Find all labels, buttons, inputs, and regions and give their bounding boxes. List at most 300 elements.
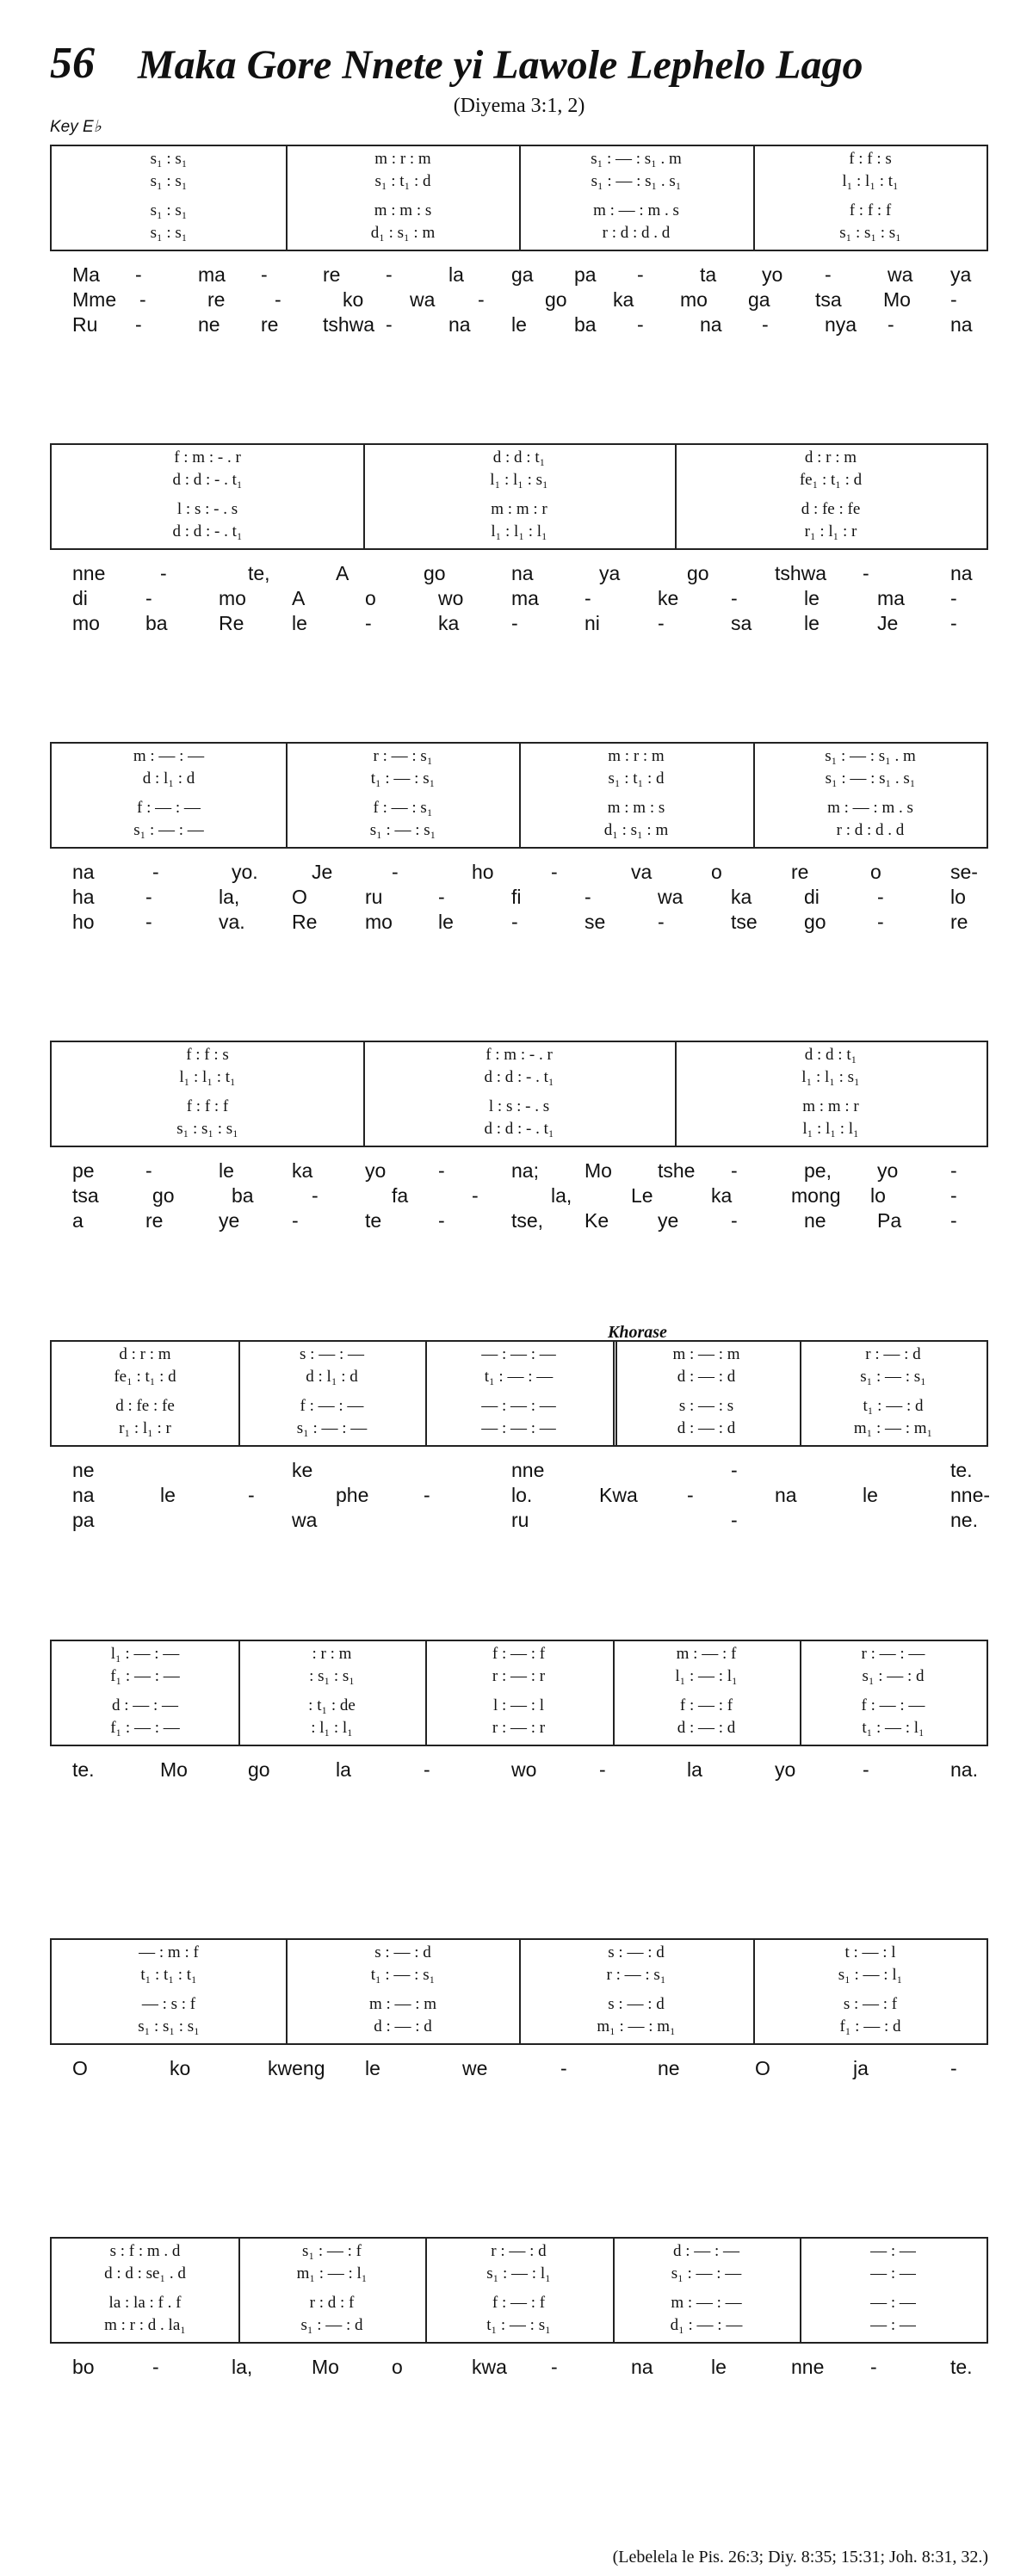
lyric-syllable: le xyxy=(804,587,820,609)
voice-notes: m₁ : — : l₁ xyxy=(296,2264,368,2283)
voice-notes: d : — : — xyxy=(111,1696,179,1714)
lyric-syllable: - xyxy=(551,2356,558,2378)
lyric-syllable: ho xyxy=(472,861,494,883)
voice-notes: — : m : f xyxy=(139,1943,199,1961)
lyric-syllable: pa xyxy=(72,1509,95,1531)
lyric-syllable: - xyxy=(731,1159,738,1182)
lyric-syllable: yo xyxy=(775,1758,796,1781)
lyric-syllable: ru xyxy=(511,1509,529,1531)
lyric-syllable: - xyxy=(145,911,152,933)
voice-row xyxy=(52,2294,987,2316)
lyric-syllable: - xyxy=(160,562,167,584)
lyric-syllable: o xyxy=(365,587,376,609)
voice-notes: d : l₁ : d xyxy=(142,769,195,788)
voice-notes: d : fe : fe xyxy=(115,1397,175,1415)
voice-notes: d : — : d xyxy=(374,2017,432,2035)
voice-notes: l₁ : l₁ : l₁ xyxy=(491,522,547,541)
lyrics-block xyxy=(50,562,988,637)
lyric-syllable: Le xyxy=(631,1184,653,1207)
lyric-line xyxy=(50,861,988,886)
lyric-syllable: nya xyxy=(825,313,857,336)
lyric-syllable: ma xyxy=(511,587,539,609)
voice-row xyxy=(52,1068,987,1090)
voice-notes: d : fe : fe xyxy=(801,500,861,518)
barline xyxy=(238,2239,240,2342)
lyric-syllable: ka xyxy=(438,612,460,634)
voice-notes: la : la : f . f xyxy=(108,2294,182,2312)
voice-notes: f : — : f xyxy=(492,1645,546,1663)
voice-notes: t : — : l xyxy=(844,1943,896,1961)
lyric-syllable: - xyxy=(731,1509,738,1531)
lyrics-block xyxy=(50,1159,988,1234)
voice-notes: l₁ : — : — xyxy=(110,1645,180,1663)
voice-row xyxy=(52,1419,987,1442)
lyric-syllable: yo xyxy=(877,1159,899,1182)
hymn-number: 56 xyxy=(50,39,95,88)
lyric-syllable: tsa xyxy=(72,1184,99,1207)
voice-notes: d : d : - . t₁ xyxy=(172,522,243,541)
lyric-syllable: go xyxy=(804,911,826,933)
lyric-syllable: - xyxy=(135,313,142,336)
voice-notes: m : — : f xyxy=(676,1645,737,1663)
voice-notes: t₁ : t₁ : t₁ xyxy=(140,1966,197,1984)
lyric-line xyxy=(50,2356,988,2381)
lyric-syllable: - xyxy=(585,886,591,908)
voice-notes: m : m : s xyxy=(374,201,432,219)
voice-notes: — : — xyxy=(870,2316,916,2334)
lyric-syllable: - xyxy=(863,562,869,584)
lyric-syllable: te, xyxy=(248,562,270,584)
voice-row xyxy=(52,2242,987,2264)
voice-row xyxy=(52,1097,987,1120)
voice-notes: d : — : — xyxy=(672,2242,740,2260)
lyric-syllable: na xyxy=(72,861,95,883)
lyric-syllable: nne xyxy=(511,1459,545,1481)
voice-notes: s₁ : — : — xyxy=(133,821,204,839)
lyric-syllable: pe, xyxy=(804,1159,832,1182)
barline xyxy=(363,445,365,548)
lyric-syllable: mo xyxy=(680,288,708,311)
voice-notes: l₁ : — : l₁ xyxy=(675,1667,738,1685)
voice-row xyxy=(52,1120,987,1142)
lyric-syllable: O xyxy=(292,886,307,908)
lyric-syllable: - xyxy=(292,1209,299,1232)
lyric-syllable: tshwa xyxy=(775,562,827,584)
lyric-syllable: lo xyxy=(950,886,966,908)
lyric-syllable: kweng xyxy=(268,2057,325,2079)
lyric-syllable: le xyxy=(160,1484,176,1506)
lyric-syllable: - xyxy=(687,1484,694,1506)
voice-notes: m : — : m . s xyxy=(827,799,913,817)
lyric-syllable: - xyxy=(599,1758,606,1781)
lyric-syllable: tsa xyxy=(815,288,842,311)
voice-row xyxy=(52,2264,987,2287)
voice-notes: fe₁ : t₁ : d xyxy=(799,471,863,489)
voice-notes: — : s : f xyxy=(141,1995,196,2013)
voice-notes: f : — : — xyxy=(137,799,201,817)
voice-notes: r₁ : l₁ : r xyxy=(119,1419,171,1437)
voice-notes: s₁ : s₁ xyxy=(150,201,188,219)
lyric-syllable: - xyxy=(888,313,894,336)
lyric-syllable: - xyxy=(139,288,146,311)
voice-notes: f : f : s xyxy=(186,1046,229,1064)
voice-notes: d : d : - . t₁ xyxy=(484,1120,554,1138)
lyric-syllable: Re xyxy=(219,612,244,634)
lyric-syllable: ko xyxy=(170,2057,191,2079)
lyric-syllable: ba xyxy=(145,612,168,634)
voice-notes: r : — : s₁ xyxy=(373,747,433,765)
voice-notes: f : f : s xyxy=(849,150,892,168)
voice-notes: f : — : — xyxy=(861,1696,925,1714)
barline xyxy=(753,744,755,847)
lyric-syllable: te. xyxy=(72,1758,95,1781)
lyric-syllable: - xyxy=(870,2356,877,2378)
lyric-syllable: - xyxy=(261,263,268,286)
barline xyxy=(800,1641,801,1745)
lyric-syllable: va xyxy=(631,861,653,883)
lyric-syllable: - xyxy=(658,612,665,634)
lyric-syllable: Ma xyxy=(72,263,100,286)
lyric-syllable: re xyxy=(207,288,226,311)
lyric-syllable: wo xyxy=(438,587,464,609)
voice-row xyxy=(52,2316,987,2338)
voice-notes: t₁ : — : d xyxy=(863,1397,924,1415)
staff-system xyxy=(50,443,988,550)
voice-notes: s₁ : — : l₁ xyxy=(838,1966,903,1984)
voice-notes: d : r : m xyxy=(804,448,857,466)
voice-notes: d : d : - . t₁ xyxy=(484,1068,554,1086)
lyric-syllable: - xyxy=(950,587,957,609)
lyric-syllable: le xyxy=(292,612,307,634)
barline xyxy=(519,744,521,847)
voice-notes: m : — : m . s xyxy=(593,201,679,219)
voice-notes: f : f : f xyxy=(186,1097,229,1115)
lyric-syllable: la, xyxy=(219,886,240,908)
lyric-syllable: tshwa xyxy=(323,313,375,336)
lyric-syllable: se- xyxy=(950,861,978,883)
lyric-syllable: le xyxy=(219,1159,234,1182)
lyric-syllable: ne xyxy=(658,2057,680,2079)
voice-notes: f : — : — xyxy=(300,1397,364,1415)
voice-notes: d : — : d xyxy=(677,1419,736,1437)
lyric-syllable: - xyxy=(275,288,281,311)
lyric-syllable: ma xyxy=(877,587,905,609)
lyric-syllable: wa xyxy=(658,886,684,908)
lyric-syllable: - xyxy=(145,1159,152,1182)
lyric-syllable: - xyxy=(877,886,884,908)
voice-notes: m : r : d . la₁ xyxy=(104,2316,186,2334)
lyric-syllable: ye xyxy=(219,1209,240,1232)
lyric-syllable: na xyxy=(448,313,471,336)
lyric-syllable: - xyxy=(145,886,152,908)
lyric-syllable: na xyxy=(631,2356,653,2378)
lyric-syllable: ni xyxy=(585,612,600,634)
lyric-syllable: na xyxy=(775,1484,797,1506)
lyric-syllable: - xyxy=(950,612,957,634)
lyric-syllable: - xyxy=(950,1159,957,1182)
lyric-syllable: ke xyxy=(658,587,679,609)
barline xyxy=(675,445,677,548)
voice-row xyxy=(52,522,987,545)
staff-system xyxy=(50,1640,988,1746)
voice-notes: : t₁ : de xyxy=(308,1696,356,1714)
lyric-syllable: Mo xyxy=(585,1159,612,1182)
voice-notes: m : m : s xyxy=(607,799,665,817)
lyric-syllable: na xyxy=(700,313,722,336)
lyric-syllable: lo xyxy=(870,1184,886,1207)
voice-row xyxy=(52,1667,987,1690)
voice-row xyxy=(52,1046,987,1068)
voice-notes: r : — : — xyxy=(861,1645,925,1663)
lyric-syllable: go xyxy=(687,562,709,584)
lyric-syllable: - xyxy=(877,911,884,933)
voice-notes: — : — xyxy=(870,2264,916,2283)
voice-notes: s : — : s xyxy=(678,1397,734,1415)
lyric-syllable: wa xyxy=(410,288,436,311)
lyric-syllable: Pa xyxy=(877,1209,902,1232)
barline xyxy=(753,1940,755,2043)
lyric-syllable: - xyxy=(551,861,558,883)
lyric-syllable: - xyxy=(825,263,832,286)
lyric-syllable: nne xyxy=(791,2356,825,2378)
barline xyxy=(238,1641,240,1745)
lyric-syllable: A xyxy=(336,562,349,584)
lyric-syllable: ka xyxy=(292,1159,313,1182)
voice-notes: — : — xyxy=(870,2294,916,2312)
lyric-syllable: we xyxy=(462,2057,488,2079)
lyric-syllable: na xyxy=(950,562,973,584)
voice-notes: m : — : m xyxy=(672,1345,740,1363)
staff-system xyxy=(50,1340,988,1447)
voice-notes: m₁ : — : m₁ xyxy=(597,2017,676,2035)
lyric-syllable: wa xyxy=(888,263,913,286)
voice-notes: r : d : d . d xyxy=(836,821,905,839)
lyric-syllable: - xyxy=(386,313,393,336)
lyric-line xyxy=(50,1209,988,1234)
lyric-syllable: se xyxy=(585,911,606,933)
lyric-syllable: le xyxy=(711,2356,727,2378)
lyric-syllable: mo xyxy=(219,587,246,609)
voice-notes: t₁ : — : s₁ xyxy=(486,2316,551,2334)
voice-notes: l₁ : l₁ : s₁ xyxy=(490,471,548,489)
lyric-line xyxy=(50,1159,988,1184)
lyric-syllable: - xyxy=(585,587,591,609)
lyric-syllable: pe xyxy=(72,1159,95,1182)
chorus-label: Khorase xyxy=(608,1323,667,1342)
lyric-syllable: Ke xyxy=(585,1209,609,1232)
lyric-syllable: lo. xyxy=(511,1484,533,1506)
voice-notes: d : — : d xyxy=(677,1719,736,1737)
lyric-line xyxy=(50,612,988,637)
lyric-syllable: tse, xyxy=(511,1209,544,1232)
voice-notes: s : — : — xyxy=(300,1345,364,1363)
staff-system xyxy=(50,742,988,849)
lyric-syllable: sa xyxy=(731,612,752,634)
voice-notes: m : — : — xyxy=(133,747,205,765)
voice-notes: s₁ : — : d xyxy=(300,2316,363,2334)
lyric-syllable: la xyxy=(687,1758,702,1781)
voice-notes: f : f : f xyxy=(849,201,892,219)
lyric-syllable: re xyxy=(261,313,279,336)
voice-notes: — : — : — xyxy=(481,1345,556,1363)
lyric-syllable: ka xyxy=(711,1184,733,1207)
voice-notes: s₁ : s₁ xyxy=(150,150,188,168)
barline xyxy=(425,1342,427,1445)
lyric-syllable: go xyxy=(545,288,567,311)
voice-notes: s₁ : — : s₁ . s₁ xyxy=(825,769,916,788)
lyric-syllable: - xyxy=(152,861,159,883)
lyric-syllable: yo. xyxy=(232,861,258,883)
lyric-line xyxy=(50,1459,988,1484)
lyric-syllable: - xyxy=(637,313,644,336)
barline xyxy=(519,146,521,250)
lyric-syllable: ya xyxy=(950,263,972,286)
lyric-syllable: - xyxy=(950,1184,957,1207)
voice-notes: m : m : r xyxy=(491,500,547,518)
lyric-line xyxy=(50,587,988,612)
lyric-syllable: ru xyxy=(365,886,383,908)
voice-notes: fe₁ : t₁ : d xyxy=(114,1368,176,1386)
voice-notes: r : — : r xyxy=(492,1667,546,1685)
lyric-syllable: ga xyxy=(511,263,534,286)
lyric-syllable: tse xyxy=(731,911,758,933)
voice-notes: : s₁ : s₁ xyxy=(309,1667,355,1685)
lyric-syllable: ja xyxy=(853,2057,869,2079)
voice-notes: s₁ : — : d xyxy=(862,1667,925,1685)
lyric-syllable: te. xyxy=(950,2356,973,2378)
barline xyxy=(425,2239,427,2342)
lyric-syllable: ya xyxy=(599,562,621,584)
hymn-header xyxy=(50,38,997,124)
lyric-syllable: - xyxy=(365,612,372,634)
voice-row xyxy=(52,1696,987,1719)
lyric-syllable: Ru xyxy=(72,313,98,336)
hymn-title: Maka Gore Nnete yi Lawole Lephelo Lago xyxy=(138,42,863,88)
lyric-syllable: la xyxy=(448,263,464,286)
lyric-syllable: Mme xyxy=(72,288,117,311)
lyric-syllable: - xyxy=(135,263,142,286)
lyric-syllable: - xyxy=(145,587,152,609)
voice-notes: s : — : d xyxy=(374,1943,431,1961)
lyric-syllable: - xyxy=(438,886,445,908)
voice-notes: s₁ : — : l₁ xyxy=(486,2264,551,2283)
lyric-syllable: le xyxy=(365,2057,380,2079)
barline xyxy=(519,1940,521,2043)
lyric-syllable: o xyxy=(870,861,881,883)
lyric-syllable: le xyxy=(511,313,527,336)
voice-notes: f : — : s₁ xyxy=(373,799,433,817)
staff-system xyxy=(50,145,988,251)
lyric-syllable: le xyxy=(804,612,820,634)
voice-notes: t₁ : — : s₁ xyxy=(370,1966,436,1984)
voice-notes: s : — : d xyxy=(608,1995,665,2013)
lyric-syllable: - xyxy=(560,2057,567,2079)
voice-notes: — : — : — xyxy=(481,1397,556,1415)
voice-notes: d : d : se₁ . d xyxy=(104,2264,186,2283)
lyric-syllable: wo xyxy=(511,1758,537,1781)
voice-notes: t₁ : — : s₁ xyxy=(370,769,436,788)
voice-notes: l₁ : l₁ : s₁ xyxy=(801,1068,860,1086)
lyric-line xyxy=(50,911,988,936)
voice-notes: s₁ : — : s₁ . m xyxy=(591,150,682,168)
lyric-syllable: - xyxy=(950,1209,957,1232)
voice-notes: s₁ : — : s₁ xyxy=(369,821,436,839)
voice-row xyxy=(52,1345,987,1368)
voice-notes: f : — : f xyxy=(679,1696,733,1714)
voice-notes: s₁ : — : — xyxy=(296,1419,368,1437)
voice-notes: s₁ : s₁ : s₁ xyxy=(176,1120,238,1138)
voice-notes: l : s : - . s xyxy=(176,500,238,518)
lyric-line xyxy=(50,313,988,338)
lyric-syllable: ha xyxy=(72,886,95,908)
voice-notes: d : — : d xyxy=(677,1368,736,1386)
lyric-syllable: mong xyxy=(791,1184,841,1207)
voice-notes: d₁ : — : — xyxy=(670,2316,743,2334)
barline xyxy=(425,1641,427,1745)
voice-notes: d : d : t₁ xyxy=(804,1046,857,1064)
voice-notes: m : r : m xyxy=(374,150,431,168)
voice-notes: l₁ : l₁ : t₁ xyxy=(842,172,899,190)
lyric-syllable: ne xyxy=(198,313,220,336)
lyric-syllable: ne xyxy=(804,1209,826,1232)
lyric-syllable: te xyxy=(365,1209,382,1232)
voice-row xyxy=(52,1397,987,1419)
lyric-syllable: pa xyxy=(574,263,597,286)
lyric-syllable: Je xyxy=(312,861,333,883)
staff-system xyxy=(50,1041,988,1147)
lyric-syllable: re xyxy=(323,263,341,286)
lyric-syllable: yo xyxy=(365,1159,387,1182)
lyric-syllable: fi xyxy=(511,886,522,908)
lyric-syllable: la, xyxy=(232,2356,253,2378)
lyric-syllable: di xyxy=(72,587,88,609)
voice-notes: l₁ : l₁ : l₁ xyxy=(802,1120,859,1138)
voice-notes: s₁ : — : — xyxy=(671,2264,742,2283)
voice-notes: r : — : s₁ xyxy=(606,1966,666,1984)
lyric-syllable: na xyxy=(511,562,534,584)
lyric-syllable: kwa xyxy=(472,2356,507,2378)
lyric-syllable: - xyxy=(478,288,485,311)
barline xyxy=(613,1641,615,1745)
voice-notes: d : r : m xyxy=(119,1345,171,1363)
voice-notes: s : — : d xyxy=(608,1943,665,1961)
lyric-syllable: - xyxy=(511,612,518,634)
lyric-syllable: ka xyxy=(613,288,634,311)
lyric-syllable: wa xyxy=(292,1509,318,1531)
voice-notes: t₁ : — : — xyxy=(484,1368,554,1386)
lyric-syllable: Re xyxy=(292,911,318,933)
voice-notes: s₁ : s₁ xyxy=(150,172,188,190)
lyric-syllable: re xyxy=(145,1209,164,1232)
voice-notes: — : — xyxy=(870,2242,916,2260)
lyrics-block xyxy=(50,263,988,338)
lyric-syllable: na xyxy=(72,1484,95,1506)
voice-notes: s₁ : t₁ : d xyxy=(608,769,665,788)
lyric-syllable: - xyxy=(863,1758,869,1781)
lyric-line xyxy=(50,886,988,911)
lyric-syllable: - xyxy=(424,1758,430,1781)
barline xyxy=(800,2239,801,2342)
barline xyxy=(286,744,288,847)
lyric-syllable: bo xyxy=(72,2356,95,2378)
barline xyxy=(286,146,288,250)
lyric-syllable: - xyxy=(472,1184,479,1207)
lyric-syllable: go xyxy=(152,1184,175,1207)
lyric-line xyxy=(50,1758,988,1783)
voice-notes: f : m : - . r xyxy=(174,448,241,466)
voice-notes: m : — : m xyxy=(368,1995,437,2013)
voice-notes: m : — : — xyxy=(671,2294,742,2312)
